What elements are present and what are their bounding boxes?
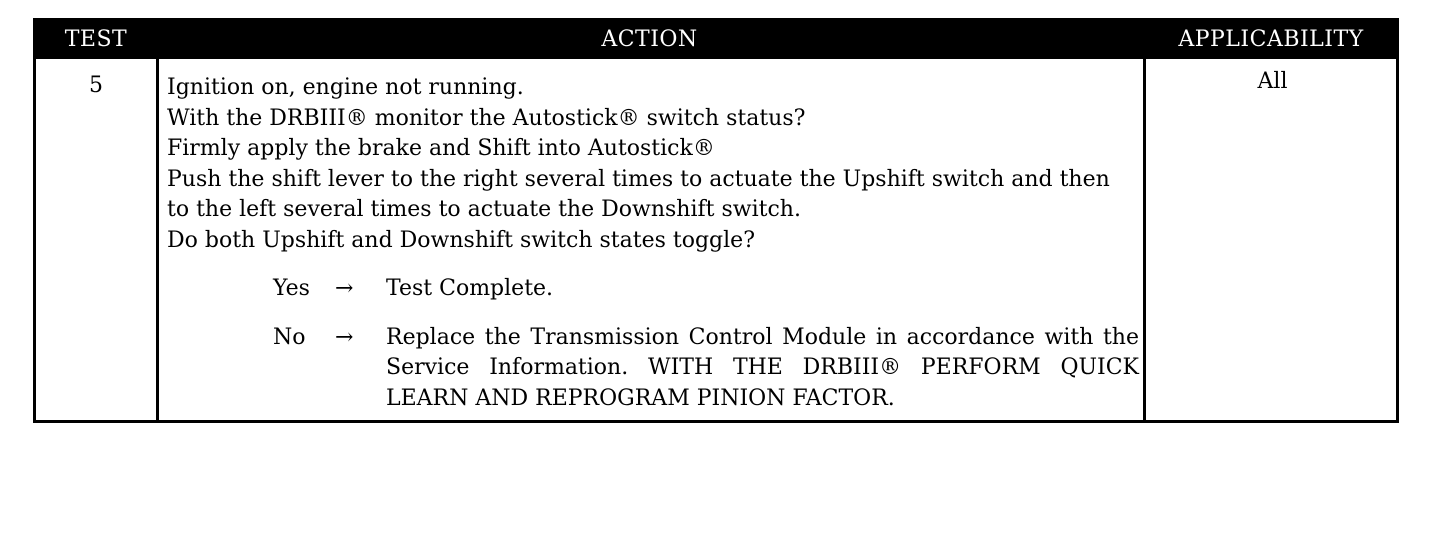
response-yes-text: Test Complete. xyxy=(386,276,554,301)
response-no xyxy=(273,323,1139,415)
table-header-row xyxy=(36,21,1396,59)
right-arrow-icon: → xyxy=(335,324,354,350)
applicability-value: All xyxy=(1257,69,1288,94)
header-action: ACTION xyxy=(601,27,698,52)
action-step-3: Firmly apply the brake and Shift into Autostick® xyxy=(167,136,715,161)
action-step-1: Ignition on, engine not running. xyxy=(167,75,524,100)
diagnostic-test-table xyxy=(33,18,1399,423)
header-test: TEST xyxy=(64,27,128,52)
response-no-text: Replace the Transmission Control Module in accordance with the Service Information. WITH THE DRBIII® PERFORM QUICK LEARN AND REPROGRAM PINION FACTOR. xyxy=(386,324,1139,411)
action-step-4: Push the shift lever to the right several times to actuate the Upshift switch and then xyxy=(167,166,1110,192)
right-arrow-icon: → xyxy=(335,276,354,301)
response-no-label: No xyxy=(273,324,306,350)
action-step-2: With the DRBIII® monitor the Autostick® switch status? xyxy=(167,105,806,131)
header-applicability: APPLICABILITY xyxy=(1178,27,1364,52)
response-yes xyxy=(273,274,1139,305)
response-yes-label: Yes xyxy=(273,276,310,301)
action-step-5: to the left several times to actuate the Downshift switch. xyxy=(167,197,801,222)
action-cell xyxy=(167,73,1139,414)
table-row xyxy=(36,59,1396,420)
test-number: 5 xyxy=(89,73,103,98)
action-step-6: Do both Upshift and Downshift switch states toggle? xyxy=(167,227,755,253)
